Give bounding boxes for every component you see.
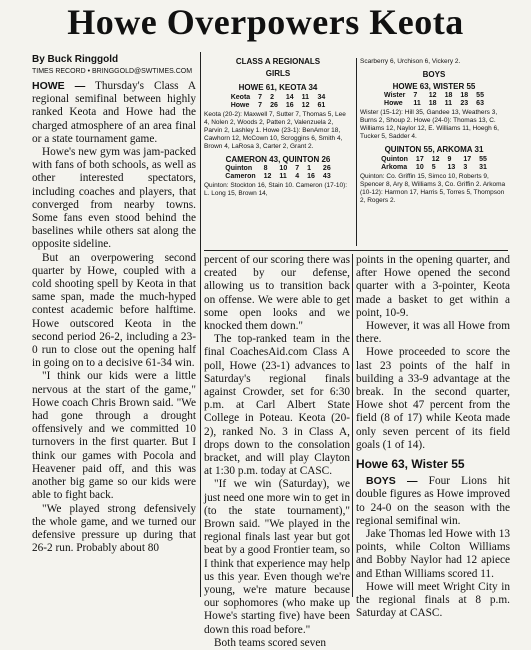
- paragraph: The top-ranked team in the final CoachesAid.com Class A poll, Howe (23-1) advances to Saturday's regional finals against Crowder, set for 6:30 p.m. at Carl Albert State College in Poteau. Keota (20-2), ranked No. 3 in Class A, drops down to the consolation bracket, and will play Clayton at 1:30 p.m. today at CASC.: [204, 333, 350, 478]
- scorebox-subtitle: GIRLS: [265, 68, 291, 78]
- paragraph: "We played strong defensively the whole game, and we turned our defensive pressure up during that 26-2 run. Probably about 80: [32, 502, 196, 555]
- girls-scorebox: [204, 58, 352, 198]
- table-row: Howe 11 18 11 23 63: [384, 100, 484, 107]
- column-divider: [200, 52, 201, 597]
- subheading: Howe 63, Wister 55: [356, 457, 465, 472]
- paragraph: percent of our scoring there was created by our defense, allowing us to transition back on offense. We were able to get some open looks and we knocked them down.": [204, 254, 350, 333]
- column-1: [32, 80, 196, 555]
- paragraph: Howe will meet Wright City in the regional finals at 8 p.m. Saturday at CASC.: [356, 580, 510, 620]
- table-row: Howe 7 26 16 12 61: [230, 101, 326, 109]
- table-row: Quinton 17 12 9 17 55: [381, 155, 487, 163]
- paragraph: Both teams scored seven: [214, 636, 326, 649]
- box-bottom-rule: [204, 250, 508, 251]
- table-row: Arkoma 10 5 13 3 31: [381, 163, 487, 171]
- game-heading: CAMERON 43, QUINTON 26: [225, 154, 331, 164]
- paragraph: "If we win (Saturday), we just need one more win to get in (to the state tournament)," Brown said. "We played in the regional finals last year but got beat by a good Frontier team, so I think that experience may help us this year. Even though we're young, we're mature because our sophomores (who make up Howe's starting five) have been down this road before.": [204, 478, 350, 636]
- table-row: Wister 7 12 18 18 55: [384, 92, 484, 99]
- scoring-notes: Wister (15-12): Hill 35, Gandee 13, Weathers 3, Burns 2, Shoup 2. Howe (24-0): Thomas 13, C. Williams 12, Naylor 12, E. Williams 11, Hoegh 6, Tucker 5, Sadder 4.: [360, 109, 499, 140]
- linescore-table: [380, 92, 488, 108]
- headline: Howe Overpowers Keota: [67, 2, 464, 42]
- byline-sub: TIMES RECORD • BRINGGOLD@SWTIMES.COM: [32, 68, 193, 75]
- scoring-notes: Scarberry 6, Urchison 6, Vickery 2.: [360, 58, 461, 65]
- boys-scorebox: [360, 58, 508, 205]
- scorebox-subtitle: BOYS: [422, 70, 446, 79]
- column-divider: [352, 254, 353, 597]
- game-heading: QUINTON 55, ARKOMA 31: [384, 145, 484, 154]
- table-row: Cameron 12 11 4 16 43: [225, 173, 331, 180]
- column-2: [204, 254, 350, 650]
- paragraph: HOWE — Thursday's Class A regional semifinal between highly ranked Keota and Howe had the charged atmosphere of an area final or a state tournament game.: [32, 80, 196, 145]
- scorebox-title: CLASS A REGIONALS: [235, 57, 321, 66]
- game-heading: HOWE 63, WISTER 55: [392, 81, 476, 91]
- dateline: HOWE —: [32, 80, 86, 92]
- paragraph: But an overpowering second quarter by Howe, coupled with a cold shooting spell by Keota in that same span, made the much-hyped contest academic before halftime. Howe outscored Keota in the second period 26-2, including a 23-0 run to close out the opening half in going on to a decisive 61-34 win.: [32, 251, 196, 370]
- linescore-table: [221, 165, 334, 181]
- paragraph: Howe's new gym was jam-packed with fans of both schools, as well as other interested spectators, including coaches and players, that converged from nearby towns. Some fans even stood behind the baselines while others sat along the opposite sideline.: [32, 146, 196, 251]
- column-3: [356, 254, 510, 620]
- linescore-table: [377, 156, 491, 172]
- paragraph: Howe proceeded to score the last 23 points of the half in building a 33-9 advantage at the break. In the second quarter, Howe shot 47 percent from the field (8 of 17) while Keota made only seven percent of its field goals (1 of 14).: [356, 346, 510, 451]
- paragraph: Jake Thomas led Howe with 13 points, while Colton Williams and Bobby Naylor had 12 apiece and Ethan Williams scored 11.: [356, 528, 510, 580]
- linescore-table: [227, 94, 330, 110]
- paragraph: points in the opening quarter, and after Howe opened the second quarter with a 3-pointer, Keota made a basket to get within a point, 10-9.: [356, 254, 510, 319]
- table-row: Keota 7 2 14 11 34: [230, 93, 326, 101]
- scoring-notes: Quinton: Stockton 16, Stain 10. Cameron (17-10): L. Long 15, Brown 14,: [204, 182, 348, 197]
- section-kicker: BOYS —: [366, 475, 418, 488]
- paragraph: However, it was all Howe from there.: [356, 320, 510, 346]
- game-heading: HOWE 61, KEOTA 34: [238, 83, 318, 92]
- table-row: Quinton 8 10 7 1 26: [225, 165, 331, 172]
- scoring-notes: Quinton: Co. Griffin 15, Simco 10, Roberts 9, Spencer 8, Ary 8, Williams 3, Co. Griffin 2. Arkoma (10-12): Harmon 17, Harris 5, Torres 5, Thompson 2, Rogers 2.: [360, 172, 506, 204]
- box-divider: [356, 58, 357, 246]
- paragraph: BOYS — Four Lions hit double figures as Howe improved to 24-0 on the season with the regional semifinal win.: [356, 475, 510, 527]
- scoring-notes: Keota (20-2): Maxwell 7, Sutter 7, Thomas 5, Lee 4, Nolen 2, Woods 2, Patten 2, Valenzuela 2, Parvin 2, Lashley 1. Howe (23-1): BenAmor 18, Cawhorn 12, McCown 10, Scroggins 6, Smith 4, Brown 4, LaRosa 3, Carter 2, Grant 2.: [204, 110, 346, 150]
- paragraph: "I think our kids were a little nervous at the start of the game," Howe coach Chris Brown said. "We had gone through a drought offensively and we committed 10 turnovers in the first quarter. But I think our games with Pocola and Heavener paid off, and this was another big game so our kids were able to fight back.: [32, 370, 196, 502]
- byline: By Buck Ringgold: [32, 54, 119, 65]
